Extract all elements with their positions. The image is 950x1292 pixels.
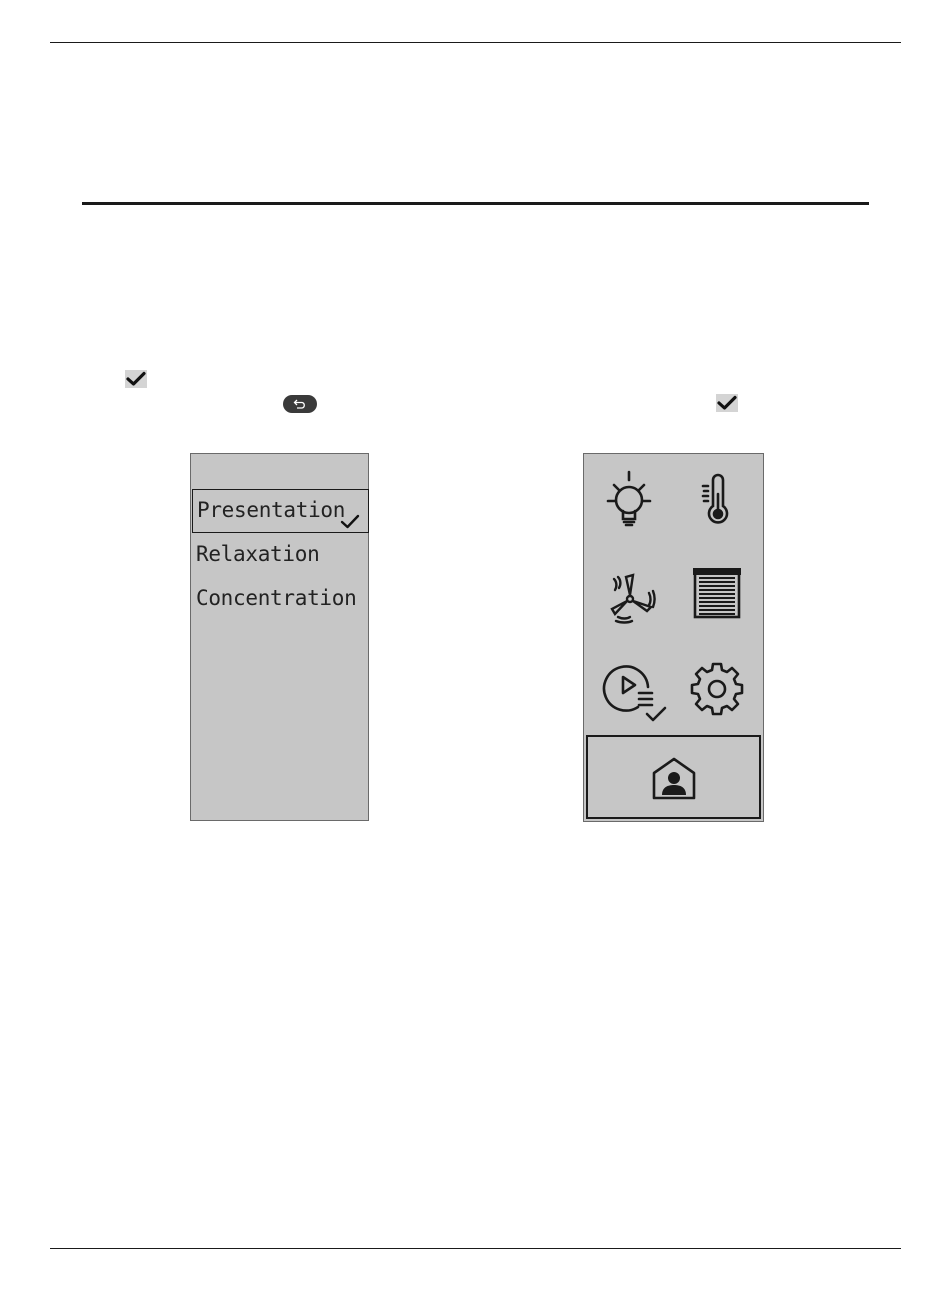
scene-item-presentation[interactable]	[192, 489, 369, 533]
back-button-icon	[283, 395, 317, 413]
home-user-icon	[649, 753, 699, 803]
blind-icon[interactable]	[682, 557, 752, 627]
section-divider	[82, 202, 869, 205]
scene-play-check-icon[interactable]	[598, 654, 678, 734]
main-menu-screen	[583, 453, 764, 822]
scene-item-label: Concentration	[196, 586, 357, 610]
home-user-button[interactable]	[586, 735, 761, 819]
scene-list-screen	[190, 453, 369, 821]
check-icon	[716, 394, 738, 412]
thermometer-icon[interactable]	[682, 466, 752, 536]
scene-item-label: Relaxation	[196, 542, 320, 566]
top-rule	[50, 42, 901, 43]
check-icon	[125, 370, 147, 388]
scene-item-relaxation[interactable]	[191, 532, 370, 576]
bottom-rule	[50, 1248, 901, 1249]
light-bulb-icon[interactable]	[594, 466, 664, 536]
fan-icon[interactable]	[594, 557, 664, 627]
gear-icon[interactable]	[682, 650, 752, 720]
scene-item-concentration[interactable]	[191, 576, 370, 620]
scene-item-label: Presentation	[197, 498, 346, 522]
